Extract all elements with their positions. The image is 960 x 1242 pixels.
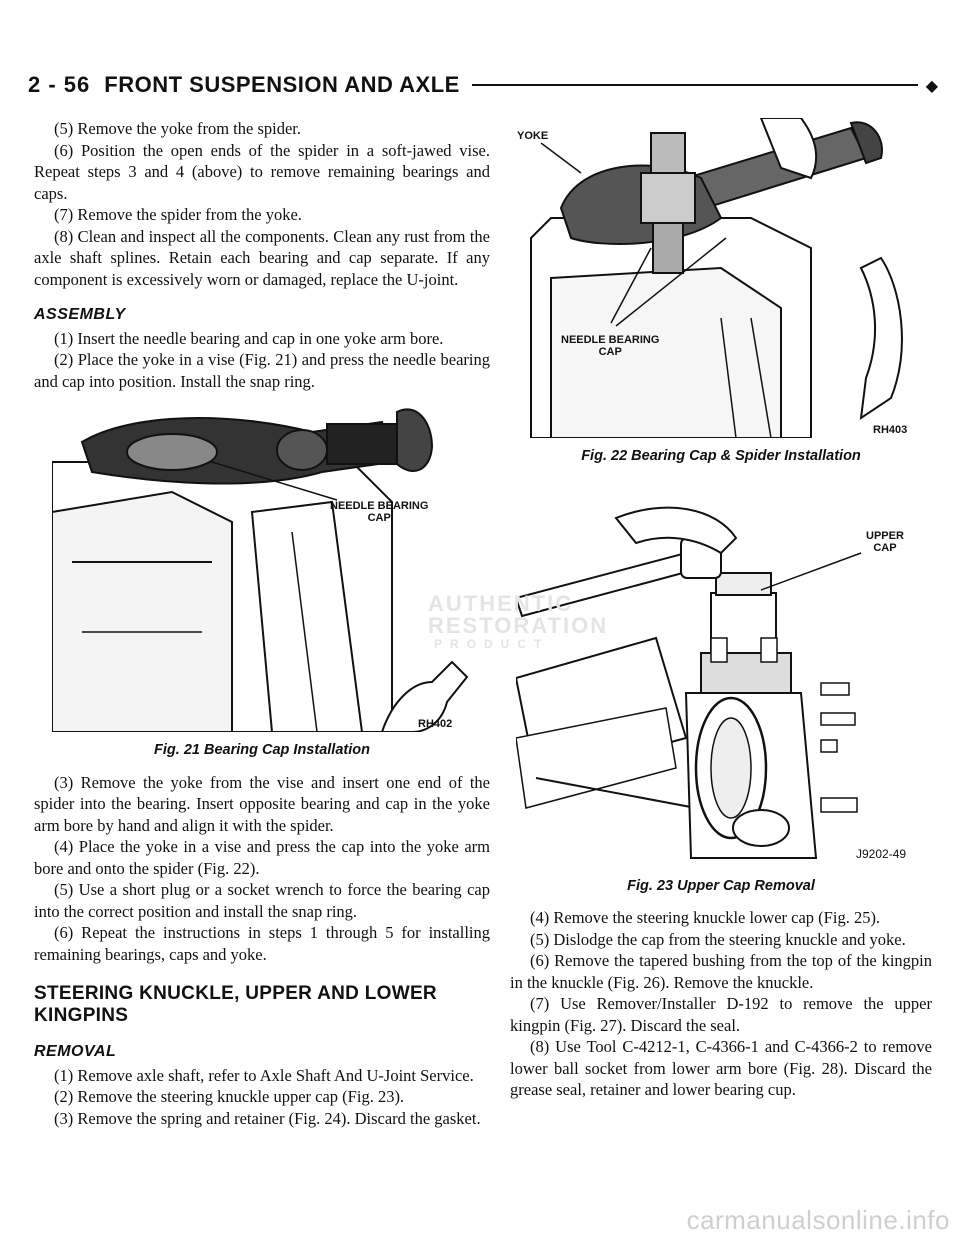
right-column (510, 118, 932, 1101)
step-paragraph: (1) Insert the needle bearing and cap in one yoke arm bore. (54, 328, 444, 348)
figure-21-caption: Fig. 21 Bearing Cap Installation (154, 742, 370, 758)
step-paragraph: (3) Remove the spring and retainer (Fig. 24). Discard the gasket. (54, 1108, 481, 1128)
assembly-heading: ASSEMBLY (34, 306, 126, 323)
step-paragraph: (7) Remove the spider from the yoke. (54, 205, 302, 224)
step-paragraph: (5) Use a short plug or a socket wrench to force the bearing cap into the correct position and install the snap ring. (34, 880, 490, 921)
step-paragraph: (2) Place the yoke in a vise (Fig. 21) and press the needle bearing and cap into position. Install the snap ring. (34, 350, 490, 391)
figure-23-caption: Fig. 23 Upper Cap Removal (627, 877, 815, 894)
header-rule (472, 84, 918, 86)
needle-bearing-cap-label: NEEDLE BEARING CAP (330, 500, 429, 524)
figure-22-caption: Fig. 22 Bearing Cap & Spider Installation (581, 448, 861, 464)
watermark-line: RESTORATION (428, 613, 609, 638)
step-paragraph: (8) Clean and inspect all the components. Clean any rust from the axle shaft splines. Retain each bearing and cap separate. If any component is excessively worn or damaged, replace the U-joint. (34, 226, 490, 289)
page-header (28, 70, 938, 100)
needle-bearing-cap-label: NEEDLE BEARING CAP (561, 334, 660, 358)
bearing-cap-spider-illustration (521, 118, 921, 438)
section-heading: STEERING KNUCKLE, UPPER AND LOWER KINGPINS (34, 983, 437, 1026)
figure-code: RH402 (418, 718, 453, 730)
figure-22 (517, 118, 921, 438)
step-paragraph: (5) Remove the yoke from the spider. (54, 119, 301, 138)
figure-code: RH403 (873, 424, 908, 436)
step-paragraph: (5) Dislodge the cap from the steering knuckle and yoke. (530, 929, 906, 949)
step-paragraph: (7) Use Remover/Installer D-192 to remove the upper kingpin (Fig. 27). Discard the seal. (510, 994, 932, 1035)
step-paragraph: (1) Remove axle shaft, refer to Axle Shaft And U-Joint Service. (54, 1065, 474, 1085)
step-paragraph: (3) Remove the yoke from the vise and insert one end of the spider into the bearing. Insert opposite bearing and cap in the yoke arm bore by hand and align it with the spider. (34, 772, 490, 835)
site-watermark: carmanualsonline.info (686, 1205, 950, 1235)
step-paragraph: (8) Use Tool C-4212-1, C-4366-1 and C-4366-2 to remove lower ball socket from lower arm bore (Fig. 28). Discard the grease seal, retainer and lower bearing cup. (510, 1037, 932, 1099)
watermark-line: AUTHENTIC (428, 591, 574, 616)
step-paragraph: (4) Place the yoke in a vise and press the cap into the yoke arm bore and onto the spider (Fig. 22). (34, 837, 490, 878)
yoke-label: YOKE (517, 130, 549, 142)
step-paragraph: (6) Position the open ends of the spider in a soft-jawed vise. Repeat steps 3 and 4 (above) to remove remaining bearings and caps. (34, 140, 490, 203)
figure-code: J9202-49 (856, 846, 907, 861)
section-title: FRONT SUSPENSION AND AXLE (104, 72, 460, 97)
page-number: 2 - 56 (28, 72, 91, 97)
removal-heading: REMOVAL (34, 1043, 117, 1060)
step-paragraph: (6) Remove the tapered bushing from the top of the kingpin in the knuckle (Fig. 26). Remove the knuckle. (510, 951, 932, 992)
upper-cap-removal-illustration (516, 478, 926, 868)
watermark (338, 591, 609, 651)
step-paragraph: (4) Remove the steering knuckle lower cap (Fig. 25). (530, 908, 881, 927)
figure-23 (516, 478, 926, 868)
step-paragraph: (6) Repeat the instructions in steps 1 through 5 for installing remaining bearings, caps and yoke. (34, 923, 490, 964)
watermark-line: PRODUCT (434, 637, 550, 651)
upper-cap-label: UPPER CAP (866, 529, 904, 554)
figure-21 (52, 402, 472, 732)
bearing-cap-installation-illustration (52, 402, 472, 732)
step-paragraph: (2) Remove the steering knuckle upper cap (Fig. 23). (54, 1087, 405, 1106)
diamond-icon: ◆ (925, 75, 938, 95)
